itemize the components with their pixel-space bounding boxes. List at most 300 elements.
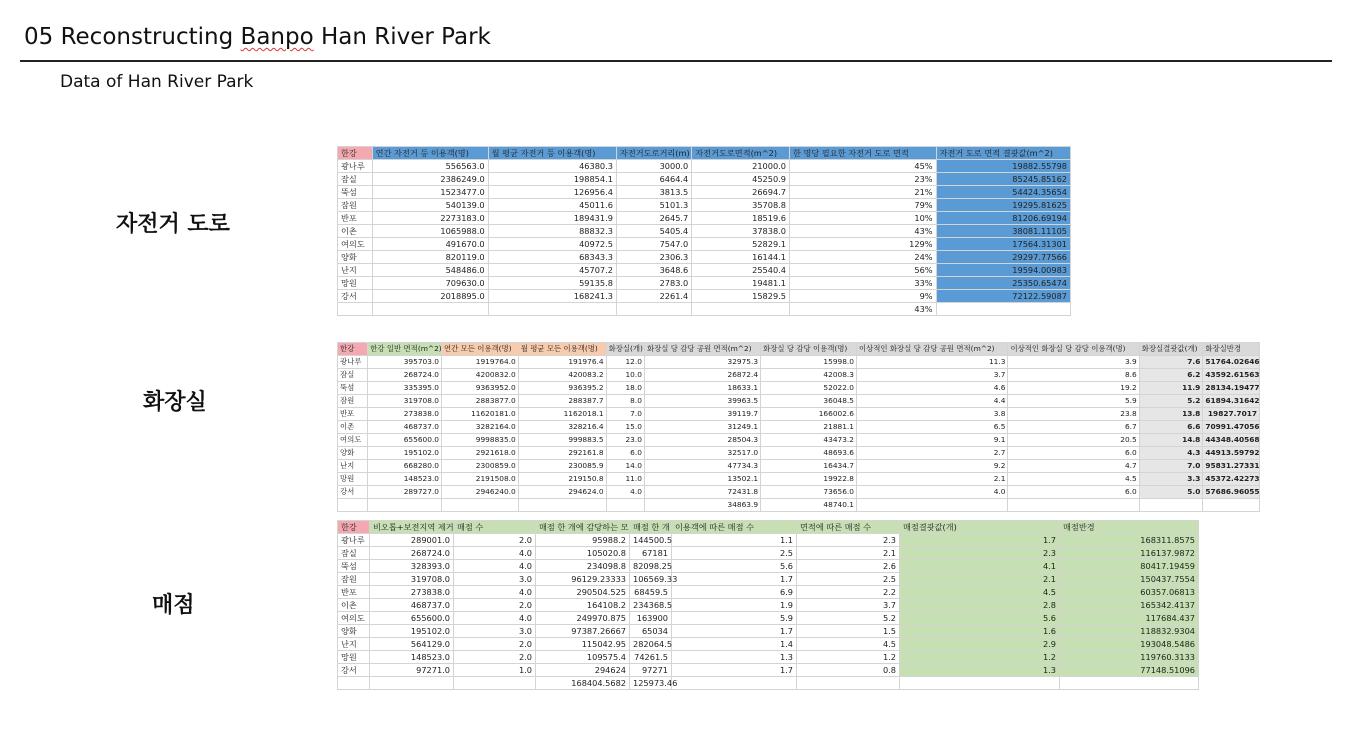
table-header-cell: 매점반경	[1060, 521, 1199, 534]
table-cell: 85245.85162	[936, 173, 1070, 186]
table-cell: 2.3	[797, 534, 900, 547]
table-cell: 168404.5682	[536, 677, 630, 690]
table-cell: 72122.59087	[936, 290, 1070, 303]
table-cell: 3.8	[856, 408, 1007, 421]
table-cell: 4200832.0	[442, 369, 519, 382]
table-cell	[338, 303, 373, 316]
table-row	[338, 651, 1199, 664]
table-header-cell: 화장실반경	[1203, 343, 1260, 356]
table-cell: 9363952.0	[442, 382, 519, 395]
table-cell: 19594.00983	[936, 264, 1070, 277]
title-divider	[20, 60, 1332, 62]
table-cell: 23.0	[606, 434, 644, 447]
table-cell: 4.5	[1008, 473, 1139, 486]
table-cell: 1.6	[900, 625, 1060, 638]
table-cell: 2.0	[454, 651, 536, 664]
table-cell: 여의도	[338, 434, 368, 447]
table-row	[338, 460, 1260, 473]
slide-subtitle: Data of Han River Park	[60, 72, 254, 92]
table-cell: 7.0	[606, 408, 644, 421]
table-cell: 74261.5	[630, 651, 672, 664]
table-cell	[616, 303, 691, 316]
table-cell: 292161.8	[518, 447, 606, 460]
table-cell: 118832.9304	[1060, 625, 1199, 638]
table-cell: 1.4	[672, 638, 797, 651]
table-cell: 54424.35654	[936, 186, 1070, 199]
table-cell: 19922.8	[761, 473, 857, 486]
table-cell: 1523477.0	[372, 186, 488, 199]
table-header-cell: 이상적인 화장실 당 감당 이용객(명)	[1008, 343, 1139, 356]
table-cell: 5.0	[1139, 486, 1203, 499]
table-cell: 2946240.0	[442, 486, 519, 499]
table-row	[338, 547, 1199, 560]
table-row	[338, 186, 1071, 199]
table-cell	[1203, 499, 1260, 512]
table-cell: 3000.0	[616, 160, 691, 173]
table-cell: 3.9	[1008, 356, 1139, 369]
table-cell: 37838.0	[692, 225, 790, 238]
table-cell: 2.0	[454, 599, 536, 612]
table-cell: 125973.46	[630, 677, 672, 690]
table-cell: 2.8	[900, 599, 1060, 612]
table-cell: 1.2	[797, 651, 900, 664]
table-header-cell: 자전거도로면적(m^2)	[692, 147, 790, 160]
table-cell: 105020.8	[536, 547, 630, 560]
table-header-cell: 이용객에 따른 매점 수	[672, 521, 797, 534]
table-cell: 43473.2	[761, 434, 857, 447]
table-header-cell: 화장실(개)	[606, 343, 644, 356]
table-cell: 9998835.0	[442, 434, 519, 447]
table-header-cell: 비오톱+보전지역 제거	[370, 521, 454, 534]
table-cell	[338, 499, 368, 512]
table-cell: 3.7	[797, 599, 900, 612]
table-cell: 61894.31642	[1203, 395, 1260, 408]
table-row	[338, 212, 1071, 225]
table-cell: 2783.0	[616, 277, 691, 290]
table-cell: 난지	[338, 264, 373, 277]
table-cell: 82098.25	[630, 560, 672, 573]
table-row	[338, 599, 1199, 612]
table-cell: 광나루	[338, 356, 368, 369]
table-cell: 강서	[338, 664, 370, 677]
table-cell: 129%	[789, 238, 936, 251]
table-cell	[1008, 499, 1139, 512]
table-cell: 294624.0	[518, 486, 606, 499]
table-cell: 6.0	[606, 447, 644, 460]
table-cell: 115042.95	[536, 638, 630, 651]
table-cell: 잠원	[338, 199, 373, 212]
table-cell: 2386249.0	[372, 173, 488, 186]
table-cell: 43%	[789, 225, 936, 238]
table-row	[338, 251, 1071, 264]
table-row	[338, 382, 1260, 395]
table-row	[338, 408, 1260, 421]
table-cell: 328216.4	[518, 421, 606, 434]
table-cell: 3282164.0	[442, 421, 519, 434]
table-cell: 15.0	[606, 421, 644, 434]
table-cell: 219150.8	[518, 473, 606, 486]
table-cell: 여의도	[338, 238, 373, 251]
table-row	[338, 356, 1260, 369]
table-cell	[606, 499, 644, 512]
table-cell: 1.7	[672, 573, 797, 586]
table-cell: 45%	[789, 160, 936, 173]
table-cell: 망원	[338, 277, 373, 290]
table-cell: 148523.0	[370, 651, 454, 664]
table-cell: 52829.1	[692, 238, 790, 251]
table-cell: 잠실	[338, 173, 373, 186]
table-cell: 양화	[338, 625, 370, 638]
table-cell: 2.7	[856, 447, 1007, 460]
table-cell: 19481.1	[692, 277, 790, 290]
table-cell: 44348.40568	[1203, 434, 1260, 447]
table-cell: 268724.0	[370, 547, 454, 560]
table-cell: 999883.5	[518, 434, 606, 447]
table-cell: 2.6	[797, 560, 900, 573]
table-row	[338, 560, 1199, 573]
table-cell: 1919764.0	[442, 356, 519, 369]
table-row	[338, 421, 1260, 434]
table-cell	[692, 303, 790, 316]
table-cell: 2921618.0	[442, 447, 519, 460]
table-cell: 70991.47056	[1203, 421, 1260, 434]
table-cell: 7547.0	[616, 238, 691, 251]
table-cell: 40972.5	[488, 238, 616, 251]
table-header-cell: 매점 한 개	[630, 521, 672, 534]
table-cell: 18633.1	[644, 382, 760, 395]
table-cell: 31249.1	[644, 421, 760, 434]
table-row	[338, 499, 1260, 512]
table-cell: 25540.4	[692, 264, 790, 277]
table-cell: 56%	[789, 264, 936, 277]
table-cell: 420083.2	[518, 369, 606, 382]
table-cell: 28504.3	[644, 434, 760, 447]
table-cell: 168241.3	[488, 290, 616, 303]
table-row	[338, 664, 1199, 677]
table-header-cell: 화장실결괏값(개)	[1139, 343, 1203, 356]
table-cell: 이촌	[338, 421, 368, 434]
table-cell: 뚝섬	[338, 560, 370, 573]
table-cell: 655600.0	[370, 612, 454, 625]
table-cell: 잠원	[338, 395, 368, 408]
table-cell: 668280.0	[368, 460, 442, 473]
table-cell: 1065988.0	[372, 225, 488, 238]
table-cell: 395703.0	[368, 356, 442, 369]
table-cell: 2.1	[900, 573, 1060, 586]
table-cell: 8.0	[606, 395, 644, 408]
table-cell: 2.1	[797, 547, 900, 560]
table-cell: 뚝섬	[338, 186, 373, 199]
table-cell: 290504.525	[536, 586, 630, 599]
table-header-cell: 매점 한 개에 감당하는 모	[536, 521, 630, 534]
table-cell: 191976.4	[518, 356, 606, 369]
table-cell: 4.0	[454, 560, 536, 573]
table-cell: 289001.0	[370, 534, 454, 547]
table-cell: 망원	[338, 651, 370, 664]
table-cell: 7.0	[1139, 460, 1203, 473]
table-cell: 6.7	[1008, 421, 1139, 434]
table-cell: 2300859.0	[442, 460, 519, 473]
table-cell: 난지	[338, 460, 368, 473]
table-cell: 289727.0	[368, 486, 442, 499]
table-cell: 468737.0	[370, 599, 454, 612]
table-row	[338, 534, 1199, 547]
table-cell: 4.5	[900, 586, 1060, 599]
table-cell: 288387.7	[518, 395, 606, 408]
table-header-cell: 화장실 당 감당 이용객(명)	[761, 343, 857, 356]
table-cell: 2.3	[900, 547, 1060, 560]
table-row	[338, 486, 1260, 499]
table-cell: 45011.6	[488, 199, 616, 212]
table-cell: 13502.1	[644, 473, 760, 486]
table-cell: 47734.3	[644, 460, 760, 473]
table-cell: 4.0	[454, 547, 536, 560]
table-header-cell: 자전거도로거리(m)	[616, 147, 691, 160]
table-cell: 150437.7554	[1060, 573, 1199, 586]
table-cell	[370, 677, 454, 690]
table-cell: 19295.81625	[936, 199, 1070, 212]
table-header-cell: 한 명당 필요한 자전거 도로 면적	[789, 147, 936, 160]
table-cell: 166002.6	[761, 408, 857, 421]
table-cell: 4.0	[454, 612, 536, 625]
table-cell: 14.0	[606, 460, 644, 473]
table-header-cell: 매점 수	[454, 521, 536, 534]
table-cell: 319708.0	[370, 573, 454, 586]
table-cell: 35708.8	[692, 199, 790, 212]
table-cell: 15998.0	[761, 356, 857, 369]
table-cell	[900, 677, 1060, 690]
table-row	[338, 473, 1260, 486]
table-cell: 468737.0	[368, 421, 442, 434]
table-cell: 148523.0	[368, 473, 442, 486]
table-cell: 168311.8575	[1060, 534, 1199, 547]
table-header-cell: 자전거 도로 면적 결괏값(m^2)	[936, 147, 1070, 160]
table-cell: 5.2	[1139, 395, 1203, 408]
table-cell: 8.6	[1008, 369, 1139, 382]
table-cell: 198854.1	[488, 173, 616, 186]
table-cell: 268724.0	[368, 369, 442, 382]
table-cell: 3.0	[454, 625, 536, 638]
table-header-cell: 면적에 따른 매점 수	[797, 521, 900, 534]
table-cell: 19.2	[1008, 382, 1139, 395]
table-row	[338, 238, 1071, 251]
table-cell: 잠실	[338, 369, 368, 382]
table-cell: 5405.4	[616, 225, 691, 238]
table-cell: 4.0	[454, 586, 536, 599]
table-row	[338, 586, 1199, 599]
table-cell: 46380.3	[488, 160, 616, 173]
table-cell: 97387.26667	[536, 625, 630, 638]
table-cell: 3.7	[856, 369, 1007, 382]
table-cell: 잠실	[338, 547, 370, 560]
table-cell: 2018895.0	[372, 290, 488, 303]
table-cell: 25350.65474	[936, 277, 1070, 290]
table-cell: 249970.875	[536, 612, 630, 625]
table-cell: 39119.7	[644, 408, 760, 421]
table-cell: 95988.2	[536, 534, 630, 547]
table-cell: 11.0	[606, 473, 644, 486]
table-cell: 48740.1	[761, 499, 857, 512]
table-cell: 6.5	[856, 421, 1007, 434]
table-cell: 광나루	[338, 534, 370, 547]
table-header-cell: 매점결괏값(개)	[900, 521, 1060, 534]
table-cell: 강서	[338, 290, 373, 303]
title-text: 05 Reconstructing	[24, 24, 241, 50]
table-cell: 반포	[338, 408, 368, 421]
table-cell: 230085.9	[518, 460, 606, 473]
table-cell: 뚝섬	[338, 382, 368, 395]
table-cell: 21000.0	[692, 160, 790, 173]
table-cell: 3.0	[454, 573, 536, 586]
table-cell: 60357.06813	[1060, 586, 1199, 599]
table-cell: 5.9	[1008, 395, 1139, 408]
table-header-cell: 월 평균 자전거 등 이용객(명)	[488, 147, 616, 160]
table-cell: 44913.59792	[1203, 447, 1260, 460]
table-cell: 88832.3	[488, 225, 616, 238]
table-cell: 2.2	[797, 586, 900, 599]
table-cell: 67181	[630, 547, 672, 560]
table-cell: 163900	[630, 612, 672, 625]
table-cell: 11620181.0	[442, 408, 519, 421]
table-cell: 양화	[338, 251, 373, 264]
table-cell: 48693.6	[761, 447, 857, 460]
table-cell: 73656.0	[761, 486, 857, 499]
table-cell: 564129.0	[370, 638, 454, 651]
table-cell: 23.8	[1008, 408, 1139, 421]
bike-road-table	[337, 146, 1071, 316]
table-cell	[442, 499, 519, 512]
table-header-cell: 한강 일반 면적(m^2)	[368, 343, 442, 356]
table-cell: 5.2	[797, 612, 900, 625]
table-cell: 97271	[630, 664, 672, 677]
table-cell: 5101.3	[616, 199, 691, 212]
table-row	[338, 447, 1260, 460]
table-cell: 15829.5	[692, 290, 790, 303]
table-cell: 2.5	[672, 547, 797, 560]
table-cell: 12.0	[606, 356, 644, 369]
table-cell: 9.2	[856, 460, 1007, 473]
table-cell: 잠원	[338, 573, 370, 586]
table-cell: 28134.19477	[1203, 382, 1260, 395]
table-cell: 79%	[789, 199, 936, 212]
table-cell: 234098.8	[536, 560, 630, 573]
table-cell: 540139.0	[372, 199, 488, 212]
table-cell	[856, 499, 1007, 512]
table-row	[338, 303, 1071, 316]
table-cell: 4.0	[606, 486, 644, 499]
table-cell: 이촌	[338, 599, 370, 612]
table-cell: 3.3	[1139, 473, 1203, 486]
table-cell: 이촌	[338, 225, 373, 238]
table-cell: 6.6	[1139, 421, 1203, 434]
table-cell: 26694.7	[692, 186, 790, 199]
table-cell: 80417.19459	[1060, 560, 1199, 573]
table-cell: 95831.27331	[1203, 460, 1260, 473]
table-row	[338, 395, 1260, 408]
table-cell	[797, 677, 900, 690]
section-label-store: 매점	[152, 593, 195, 618]
table-cell: 19882.55798	[936, 160, 1070, 173]
table-cell: 45250.9	[692, 173, 790, 186]
table-cell: 34863.9	[644, 499, 760, 512]
table-cell: 328393.0	[370, 560, 454, 573]
table-cell: 0.8	[797, 664, 900, 677]
table-cell: 2883877.0	[442, 395, 519, 408]
table-cell: 21%	[789, 186, 936, 199]
table-cell: 109575.4	[536, 651, 630, 664]
table-cell	[672, 677, 797, 690]
table-cell: 195102.0	[368, 447, 442, 460]
table-cell: 1.7	[900, 534, 1060, 547]
table-cell: 4.7	[1008, 460, 1139, 473]
table-cell: 117684.437	[1060, 612, 1199, 625]
table-row	[338, 160, 1071, 173]
table-cell: 165342.4137	[1060, 599, 1199, 612]
table-cell: 81206.69194	[936, 212, 1070, 225]
table-cell: 68459.5	[630, 586, 672, 599]
table-cell: 709630.0	[372, 277, 488, 290]
table-cell: 양화	[338, 447, 368, 460]
section-label-toilet: 화장실	[143, 390, 207, 415]
table-cell: 2261.4	[616, 290, 691, 303]
table-cell: 116137.9872	[1060, 547, 1199, 560]
table-cell: 10%	[789, 212, 936, 225]
table-cell: 2191508.0	[442, 473, 519, 486]
table-cell: 21881.1	[761, 421, 857, 434]
table-cell: 2.9	[900, 638, 1060, 651]
table-cell: 망원	[338, 473, 368, 486]
table-cell: 6.0	[1008, 447, 1139, 460]
table-cell: 16434.7	[761, 460, 857, 473]
table-header-row	[338, 147, 1071, 160]
table-cell: 51764.02646	[1203, 356, 1260, 369]
table-cell: 1.7	[672, 664, 797, 677]
table-cell: 29297.77566	[936, 251, 1070, 264]
table-cell: 4.1	[900, 560, 1060, 573]
table-cell: 195102.0	[370, 625, 454, 638]
table-cell: 18519.6	[692, 212, 790, 225]
toilet-table	[337, 342, 1260, 512]
table-cell: 7.6	[1139, 356, 1203, 369]
section-label-bike: 자전거 도로	[116, 212, 230, 237]
table-header-cell: 연간 모든 이용객(명)	[442, 343, 519, 356]
table-cell: 4.0	[856, 486, 1007, 499]
title-spellcheck-word: Banpo	[240, 24, 314, 50]
table-header-cell: 한강	[338, 521, 370, 534]
table-cell: 106569.33	[630, 573, 672, 586]
table-cell: 33%	[789, 277, 936, 290]
table-cell: 65034	[630, 625, 672, 638]
table-cell	[936, 303, 1070, 316]
table-cell: 1.9	[672, 599, 797, 612]
table-cell: 43%	[789, 303, 936, 316]
table-cell: 20.5	[1008, 434, 1139, 447]
table-cell: 119760.3133	[1060, 651, 1199, 664]
table-cell: 1.3	[672, 651, 797, 664]
table-cell: 4.4	[856, 395, 1007, 408]
table-cell: 3813.5	[616, 186, 691, 199]
table-header-cell: 한강	[338, 343, 368, 356]
table-cell: 556563.0	[372, 160, 488, 173]
table-cell: 294624	[536, 664, 630, 677]
table-cell: 1162018.1	[518, 408, 606, 421]
table-cell: 335395.0	[368, 382, 442, 395]
table-row	[338, 625, 1199, 638]
table-cell: 난지	[338, 638, 370, 651]
table-cell: 1.5	[797, 625, 900, 638]
table-cell: 36048.5	[761, 395, 857, 408]
table-cell	[518, 499, 606, 512]
